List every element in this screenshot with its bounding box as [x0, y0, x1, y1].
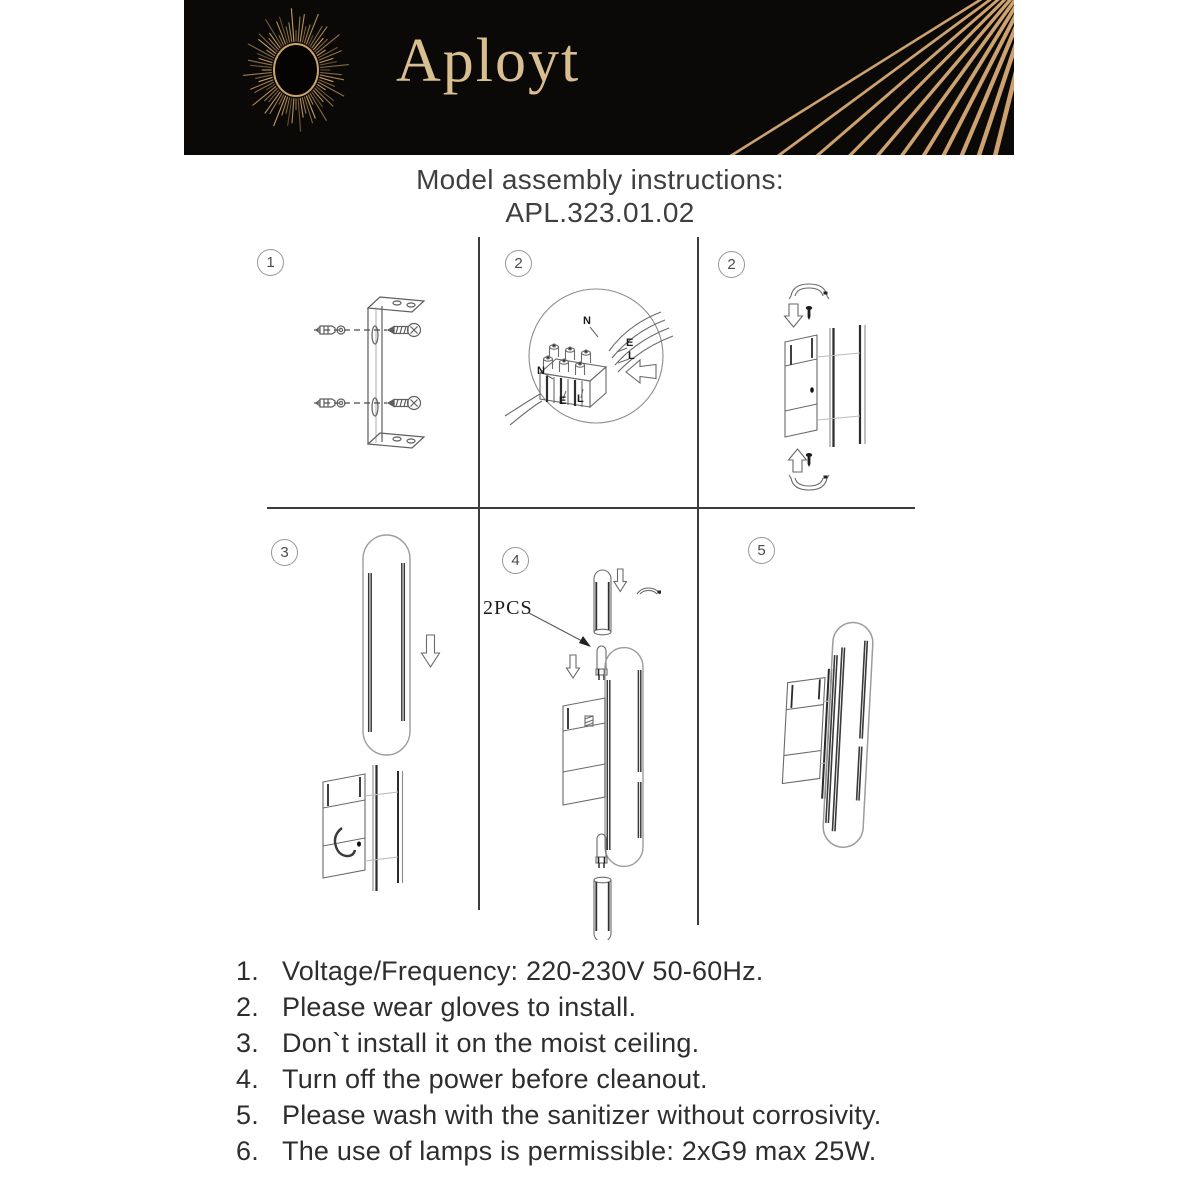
brand-wordmark: Aployt: [396, 27, 581, 95]
instruction-list: [236, 956, 996, 1172]
instruction-item: 1. Voltage/Frequency: 220-230V 50-60Hz.: [236, 956, 764, 986]
step-badge-4: 4: [502, 547, 529, 574]
title-line-2: APL.323.01.02: [505, 197, 695, 228]
step-badge-2b: 2: [718, 251, 745, 278]
screw-icon: [806, 306, 812, 320]
instruction-item: 2. Please wear gloves to install.: [236, 992, 637, 1022]
step1-bracket-diagram: [280, 280, 470, 460]
wall-anchor-icon: [316, 399, 345, 407]
step4-bulbs-diagram: [485, 520, 695, 940]
wire-label-e-right: E: [626, 337, 634, 349]
wire-label-l-right: L: [628, 350, 635, 362]
wire-label-e-bottom: E: [559, 395, 567, 407]
instruction-item: 6. The use of lamps is permissible: 2xG9 max 25W.: [236, 1136, 877, 1166]
screw-icon: [388, 397, 421, 410]
step5-assembled-diagram: [770, 600, 940, 880]
screw-icon: [388, 324, 421, 337]
step2-backplate-diagram: [760, 270, 910, 500]
step-badge-3: 3: [271, 539, 298, 566]
wall-anchor-icon: [316, 326, 345, 334]
instruction-item: 4. Turn off the power before cleanout.: [236, 1064, 708, 1094]
grid-divider-horizontal: [267, 507, 915, 509]
wire-label-n-left: N: [537, 365, 545, 377]
grid-divider-vertical-2: [697, 237, 699, 925]
step-badge-5: 5: [748, 537, 775, 564]
wire-label-n-top: N: [583, 315, 591, 327]
step-badge-2: 2: [505, 250, 532, 277]
instruction-item: 3. Don`t install it on the moist ceiling.: [236, 1028, 700, 1058]
step2-wiring-diagram: [490, 275, 690, 495]
instruction-item: 5. Please wash with the sanitizer without corrosivity.: [236, 1100, 882, 1130]
step3-ring-diagram: [280, 525, 470, 925]
step-badge-1: 1: [257, 249, 284, 276]
terminal-posts: [544, 344, 591, 375]
starburst-icon: [232, 2, 362, 142]
grid-divider-vertical-1: [478, 237, 480, 910]
page-title: [0, 163, 1200, 229]
title-line-1: Model assembly instructions:: [416, 164, 784, 195]
brand-banner: [184, 0, 1014, 155]
quantity-label: 2PCS: [483, 597, 533, 619]
wire-label-l-bottom: L: [577, 393, 584, 405]
